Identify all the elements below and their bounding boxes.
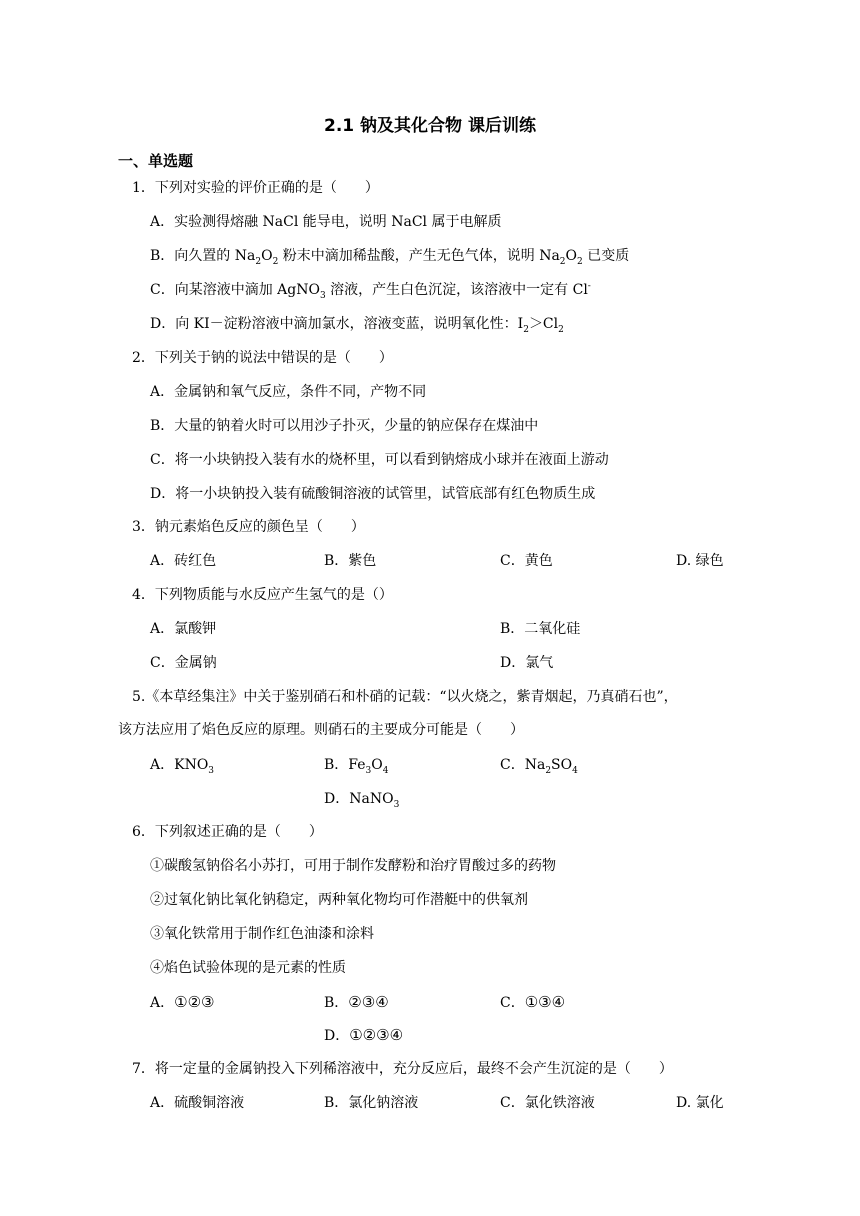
- question-2-stem: 2．下列关于钠的说法中错误的是（ ）: [132, 350, 393, 366]
- question-6-option-d: D．①②③④: [324, 1026, 404, 1044]
- question-4-option-c: C．金属钠: [150, 655, 217, 671]
- question-4-option-b: B．二氧化硅: [500, 621, 581, 637]
- question-7-option-b: B．氯化钠溶液: [324, 1095, 419, 1111]
- question-5-option-b: B．$Fe_3O_4$: [324, 757, 389, 776]
- question-4-stem: 4．下列物质能与水反应产生氢气的是（）: [132, 587, 393, 603]
- question-6-statement-4: ④焰色试验体现的是元素的性质: [150, 960, 346, 976]
- question-6-statement-3: ③氧化铁常用于制作红色油漆和涂料: [150, 926, 374, 942]
- question-5-option-c: C．$Na_2SO_4$: [500, 757, 578, 776]
- question-7-option-c: C．氯化铁溶液: [500, 1095, 595, 1111]
- section-heading: 一、单选题: [118, 152, 194, 170]
- question-2-option-a: A．金属钠和氧气反应，条件不同，产物不同: [150, 384, 427, 400]
- question-5-option-a: A．$KNO_3$: [150, 757, 215, 776]
- question-3-stem: 3．钠元素焰色反应的颜色呈（ ）: [132, 519, 365, 535]
- question-6-option-a: A．①②③: [150, 993, 215, 1011]
- question-6-option-c: C．①③④: [500, 993, 566, 1011]
- question-1-option-b: B．向久置的 $Na_2O_2$ 粉末中滴加稀盐酸，产生无色气体，说明 $Na_2O_2$ 已变质: [150, 248, 630, 267]
- question-3-option-d: D. 绿色: [676, 553, 724, 569]
- question-3-option-a: A．砖红色: [150, 553, 217, 569]
- question-6-option-b: B．②③④: [324, 993, 389, 1011]
- question-1-stem: 1．下列对实验的评价正确的是（ ）: [132, 180, 379, 196]
- question-2-option-d: D．将一小块钠投入装有硫酸铜溶液的试管里，试管底部有红色物质生成: [150, 486, 596, 502]
- question-2-option-b: B．大量的钠着火时可以用沙子扑灭，少量的钠应保存在煤油中: [150, 418, 539, 434]
- question-4-option-a: A．氯酸钾: [150, 621, 217, 637]
- question-5-stem-line2: 该方法应用了焰色反应的原理。则硝石的主要成分可能是（ ）: [118, 722, 524, 738]
- question-5-option-d: D．NaNO$_3$: [324, 791, 400, 810]
- question-4-option-d: D．氯气: [500, 655, 554, 671]
- question-1-option-d: D．向 KI－淀粉溶液中滴加氯水，溶液变蓝，说明氧化性：$I_2>Cl_2$: [150, 316, 564, 335]
- question-6-statement-1: ①碳酸氢钠俗名小苏打，可用于制作发酵粉和治疗胃酸过多的药物: [150, 858, 556, 874]
- question-7-stem: 7．将一定量的金属钠投入下列稀溶液中，充分反应后，最终不会产生沉淀的是（ ）: [132, 1061, 673, 1077]
- question-2-option-c: C．将一小块钠投入装有水的烧杯里，可以看到钠熔成小球并在液面上游动: [150, 452, 609, 468]
- question-1-option-c: C．向某溶液中滴加 AgNO$_3$ 溶液，产生白色沉淀，该溶液中一定有 Cl-: [150, 281, 591, 301]
- question-3-option-c: C．黄色: [500, 553, 553, 569]
- page-title: 2.1 钠及其化合物 课后训练: [324, 116, 536, 136]
- question-7-option-d: D. 氯化: [676, 1095, 724, 1111]
- question-1-option-a: A．实验测得熔融 NaCl 能导电，说明 NaCl 属于电解质: [150, 214, 502, 230]
- question-7-option-a: A．硫酸铜溶液: [150, 1095, 245, 1111]
- question-5-stem-line1: 5.《本草经集注》中关于鉴别硝石和朴硝的记载：“以火烧之，紫青烟起，乃真硝石也”，: [132, 689, 678, 705]
- question-6-stem: 6．下列叙述正确的是（ ）: [132, 824, 323, 840]
- question-3-option-b: B．紫色: [324, 553, 377, 569]
- question-6-statement-2: ②过氧化钠比氧化钠稳定，两种氧化物均可作潜艇中的供氧剂: [150, 892, 528, 908]
